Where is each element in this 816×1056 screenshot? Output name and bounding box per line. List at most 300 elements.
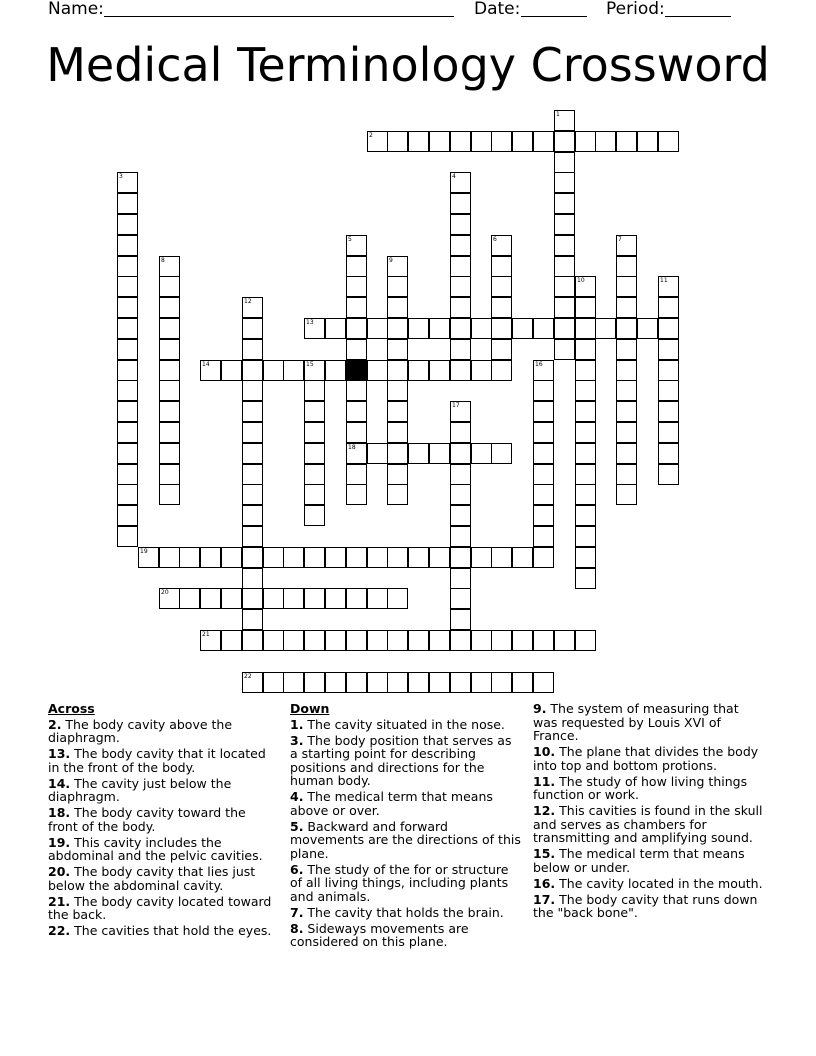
crossword-cell[interactable]	[533, 630, 554, 651]
crossword-cell[interactable]	[554, 256, 575, 277]
crossword-cell[interactable]	[117, 193, 138, 214]
crossword-cell[interactable]	[471, 318, 492, 339]
crossword-cell[interactable]	[159, 380, 180, 401]
crossword-cell[interactable]	[575, 339, 596, 360]
crossword-cell[interactable]	[637, 131, 658, 152]
crossword-cell[interactable]	[429, 547, 450, 568]
crossword-cell[interactable]	[242, 588, 263, 609]
crossword-cell[interactable]	[263, 672, 284, 693]
crossword-cell[interactable]	[575, 380, 596, 401]
crossword-cell[interactable]	[450, 505, 471, 526]
crossword-cell[interactable]	[575, 484, 596, 505]
crossword-cell[interactable]	[346, 318, 367, 339]
crossword-cell[interactable]	[242, 360, 263, 381]
crossword-cell[interactable]	[408, 547, 429, 568]
crossword-cell[interactable]	[242, 443, 263, 464]
crossword-cell[interactable]	[221, 588, 242, 609]
crossword-cell[interactable]	[491, 318, 512, 339]
crossword-cell[interactable]	[554, 339, 575, 360]
crossword-cell[interactable]	[346, 588, 367, 609]
clue-item	[290, 734, 522, 788]
crossword-cell[interactable]	[159, 422, 180, 443]
crossword-cell[interactable]	[491, 630, 512, 651]
crossword-cell[interactable]	[575, 547, 596, 568]
crossword-cell[interactable]	[450, 297, 471, 318]
crossword-cell[interactable]	[450, 443, 471, 464]
crossword-cell[interactable]	[221, 547, 242, 568]
crossword-cell[interactable]	[616, 422, 637, 443]
crossword-cell[interactable]	[159, 464, 180, 485]
crossword-cell[interactable]	[450, 339, 471, 360]
crossword-cell[interactable]	[325, 672, 346, 693]
crossword-cell[interactable]	[554, 110, 575, 131]
crossword-cell[interactable]	[242, 484, 263, 505]
crossword-cell[interactable]	[450, 609, 471, 630]
crossword-cell[interactable]	[658, 360, 679, 381]
across-heading: Across	[48, 701, 95, 716]
crossword-cell[interactable]	[533, 547, 554, 568]
crossword-cell[interactable]	[346, 464, 367, 485]
crossword-cell[interactable]	[387, 588, 408, 609]
crossword-cell[interactable]	[387, 297, 408, 318]
crossword-cell[interactable]	[387, 131, 408, 152]
crossword-cell[interactable]	[575, 464, 596, 485]
crossword-cell[interactable]	[159, 401, 180, 422]
crossword-cell[interactable]	[325, 630, 346, 651]
clue-item	[290, 922, 522, 949]
crossword-cell[interactable]	[658, 464, 679, 485]
crossword-cell[interactable]	[117, 380, 138, 401]
crossword-cell[interactable]	[304, 630, 325, 651]
crossword-cell[interactable]	[387, 630, 408, 651]
crossword-cell[interactable]	[450, 547, 471, 568]
crossword-cell[interactable]	[450, 235, 471, 256]
crossword-cell[interactable]	[616, 443, 637, 464]
crossword-cell[interactable]	[117, 526, 138, 547]
crossword-cell[interactable]	[658, 276, 679, 297]
crossword-cell[interactable]	[658, 297, 679, 318]
crossword-cell[interactable]	[533, 443, 554, 464]
crossword-cell[interactable]	[179, 547, 200, 568]
crossword-cell[interactable]	[491, 256, 512, 277]
crossword-cell[interactable]	[450, 360, 471, 381]
crossword-cell[interactable]	[491, 360, 512, 381]
crossword-cell[interactable]	[616, 401, 637, 422]
crossword-cell[interactable]	[387, 401, 408, 422]
clue-item-text: The plane that divides the body into top and bottom protions.	[533, 744, 759, 773]
crossword-cell[interactable]	[346, 630, 367, 651]
clue-item-text: The body position that serves as a starting point for describing positions and directions for the human body.	[290, 732, 512, 788]
crossword-cell[interactable]	[283, 547, 304, 568]
crossword-cell[interactable]	[304, 672, 325, 693]
crossword-cell[interactable]	[242, 547, 263, 568]
crossword-cell[interactable]	[346, 339, 367, 360]
crossword-cell[interactable]	[283, 672, 304, 693]
crossword-cell[interactable]	[346, 235, 367, 256]
crossword-cell[interactable]	[533, 672, 554, 693]
clue-item	[533, 893, 765, 920]
crossword-cell[interactable]	[575, 422, 596, 443]
crossword-cell[interactable]	[346, 276, 367, 297]
crossword-cell[interactable]	[367, 672, 388, 693]
crossword-cell[interactable]	[471, 672, 492, 693]
crossword-cell[interactable]	[242, 609, 263, 630]
crossword-cell[interactable]	[367, 588, 388, 609]
crossword-cell[interactable]	[575, 131, 596, 152]
clue-item	[48, 895, 274, 922]
crossword-cell[interactable]	[575, 401, 596, 422]
crossword-cell[interactable]	[616, 360, 637, 381]
crossword-cell[interactable]	[138, 547, 159, 568]
clue-item-text: The cavity situated in the nose.	[303, 716, 505, 732]
crossword-cell[interactable]	[159, 547, 180, 568]
crossword-cell[interactable]	[117, 256, 138, 277]
crossword-cell[interactable]	[159, 297, 180, 318]
crossword-cell[interactable]	[616, 235, 637, 256]
crossword-cell[interactable]	[429, 318, 450, 339]
crossword-cell[interactable]	[221, 630, 242, 651]
crossword-cell[interactable]	[325, 360, 346, 381]
crossword-cell[interactable]	[491, 276, 512, 297]
crossword-cell[interactable]	[491, 443, 512, 464]
crossword-cell[interactable]	[283, 630, 304, 651]
crossword-cell[interactable]	[304, 588, 325, 609]
crossword-cell[interactable]	[242, 318, 263, 339]
crossword-cell[interactable]	[387, 339, 408, 360]
crossword-cell[interactable]	[117, 484, 138, 505]
crossword-cell[interactable]	[283, 588, 304, 609]
crossword-cell[interactable]	[346, 443, 367, 464]
crossword-cell[interactable]	[450, 484, 471, 505]
crossword-cell[interactable]	[658, 131, 679, 152]
crossword-cell[interactable]	[200, 588, 221, 609]
crossword-cell[interactable]	[159, 484, 180, 505]
crossword-cell[interactable]	[450, 401, 471, 422]
crossword-cell[interactable]	[325, 547, 346, 568]
crossword-cell[interactable]	[159, 256, 180, 277]
crossword-cell[interactable]	[387, 672, 408, 693]
crossword-cell[interactable]	[304, 401, 325, 422]
crossword-cell[interactable]	[408, 360, 429, 381]
crossword-cell[interactable]	[575, 360, 596, 381]
clue-number: 4	[452, 173, 456, 180]
crossword-cell[interactable]	[263, 630, 284, 651]
crossword-cell[interactable]	[367, 318, 388, 339]
crossword-cell[interactable]	[616, 484, 637, 505]
crossword-cell[interactable]	[304, 464, 325, 485]
clue-item	[48, 806, 274, 833]
crossword-cell[interactable]	[159, 588, 180, 609]
crossword-cell[interactable]	[221, 360, 242, 381]
clue-item-number: 3.	[290, 732, 304, 748]
crossword-cell[interactable]	[512, 672, 533, 693]
clue-item	[48, 924, 274, 938]
crossword-cell[interactable]	[117, 443, 138, 464]
crossword-cell[interactable]	[554, 172, 575, 193]
crossword-cell[interactable]	[450, 464, 471, 485]
crossword-cell[interactable]	[637, 318, 658, 339]
crossword-cell[interactable]	[429, 672, 450, 693]
crossword-cell[interactable]	[533, 422, 554, 443]
crossword-cell[interactable]	[533, 131, 554, 152]
crossword-cell[interactable]	[658, 380, 679, 401]
crossword-cell[interactable]	[575, 526, 596, 547]
crossword-cell[interactable]	[117, 276, 138, 297]
crossword-cell[interactable]	[616, 276, 637, 297]
crossword-cell[interactable]	[471, 443, 492, 464]
crossword-cell[interactable]	[346, 297, 367, 318]
crossword-cell[interactable]	[346, 672, 367, 693]
crossword-cell[interactable]	[616, 297, 637, 318]
crossword-cell[interactable]	[159, 276, 180, 297]
crossword-cell[interactable]	[575, 568, 596, 589]
clue-number: 5	[348, 236, 352, 243]
crossword-cell[interactable]	[429, 443, 450, 464]
crossword-cell[interactable]	[387, 318, 408, 339]
crossword-cell[interactable]	[554, 630, 575, 651]
crossword-cell[interactable]	[429, 131, 450, 152]
crossword-cell[interactable]	[304, 380, 325, 401]
crossword-cell[interactable]	[242, 401, 263, 422]
crossword-cell[interactable]	[491, 547, 512, 568]
crossword-cell[interactable]	[533, 318, 554, 339]
crossword-cell[interactable]	[387, 360, 408, 381]
crossword-cell[interactable]	[179, 588, 200, 609]
clue-number: 13	[306, 319, 314, 326]
crossword-cell[interactable]	[554, 152, 575, 173]
crossword-cell[interactable]	[117, 401, 138, 422]
crossword-cell[interactable]	[387, 380, 408, 401]
crossword-cell[interactable]	[117, 318, 138, 339]
crossword-cell[interactable]	[325, 318, 346, 339]
clue-number: 19	[140, 548, 148, 555]
crossword-cell[interactable]	[408, 443, 429, 464]
crossword-cell[interactable]	[554, 235, 575, 256]
crossword-cell[interactable]	[117, 464, 138, 485]
crossword-cell[interactable]	[554, 276, 575, 297]
clue-number: 15	[306, 361, 314, 368]
crossword-cell[interactable]	[616, 131, 637, 152]
crossword-cell[interactable]	[346, 380, 367, 401]
clue-item	[290, 790, 522, 817]
crossword-cell[interactable]	[242, 464, 263, 485]
crossword-cell[interactable]	[450, 422, 471, 443]
crossword-cell[interactable]	[159, 339, 180, 360]
crossword-cell[interactable]	[450, 318, 471, 339]
crossword-cell[interactable]	[325, 588, 346, 609]
crossword-cell[interactable]	[512, 131, 533, 152]
crossword-cell[interactable]	[471, 630, 492, 651]
crossword-cell[interactable]	[387, 464, 408, 485]
crossword-cell[interactable]	[159, 443, 180, 464]
crossword-cell[interactable]	[658, 422, 679, 443]
crossword-cell[interactable]	[554, 131, 575, 152]
down-heading: Down	[290, 701, 330, 716]
clue-item-number: 13.	[48, 746, 71, 761]
clue-item	[533, 877, 765, 891]
crossword-cell[interactable]	[616, 464, 637, 485]
crossword-cell[interactable]	[533, 484, 554, 505]
crossword-cell[interactable]	[658, 339, 679, 360]
crossword-cell[interactable]	[533, 505, 554, 526]
crossword-cell[interactable]	[554, 193, 575, 214]
crossword-cell[interactable]	[346, 547, 367, 568]
clue-item-number: 2.	[48, 716, 62, 732]
crossword-cell[interactable]	[408, 318, 429, 339]
crossword-cell[interactable]	[512, 547, 533, 568]
crossword-cell[interactable]	[533, 401, 554, 422]
crossword-cell[interactable]	[242, 380, 263, 401]
crossword-cell[interactable]	[346, 484, 367, 505]
crossword-cell[interactable]	[367, 131, 388, 152]
crossword-cell[interactable]	[117, 172, 138, 193]
crossword-cell[interactable]	[367, 360, 388, 381]
crossword-cell[interactable]	[491, 131, 512, 152]
crossword-cell[interactable]	[387, 256, 408, 277]
crossword-cell[interactable]	[595, 131, 616, 152]
crossword-cell[interactable]	[117, 422, 138, 443]
crossword-cell[interactable]	[263, 360, 284, 381]
crossword-cell[interactable]	[491, 672, 512, 693]
crossword-cell[interactable]	[450, 214, 471, 235]
crossword-cell[interactable]	[408, 630, 429, 651]
crossword-cell[interactable]	[471, 360, 492, 381]
crossword-cell[interactable]	[242, 630, 263, 651]
crossword-cell[interactable]	[117, 235, 138, 256]
crossword-cell[interactable]	[554, 318, 575, 339]
crossword-cell[interactable]	[159, 318, 180, 339]
crossword-cell[interactable]	[117, 360, 138, 381]
clue-item-text: The body cavity that lies just below the abdominal cavity.	[48, 864, 256, 893]
crossword-cell[interactable]	[616, 256, 637, 277]
crossword-cell[interactable]	[304, 547, 325, 568]
crossword-cell[interactable]	[242, 422, 263, 443]
crossword-cell[interactable]	[554, 297, 575, 318]
crossword-cell[interactable]	[595, 318, 616, 339]
crossword-cell[interactable]	[658, 443, 679, 464]
clue-item	[48, 747, 274, 774]
crossword-cell[interactable]	[242, 339, 263, 360]
crossword-cell[interactable]	[200, 547, 221, 568]
clue-number: 2	[369, 132, 373, 139]
crossword-cell[interactable]	[616, 380, 637, 401]
crossword-cell[interactable]	[387, 547, 408, 568]
crossword-cell[interactable]	[200, 630, 221, 651]
crossword-cell[interactable]	[512, 630, 533, 651]
clue-item-text: The body cavity that it located in the front of the body.	[48, 746, 266, 775]
crossword-cell[interactable]	[304, 443, 325, 464]
crossword-cell[interactable]	[367, 630, 388, 651]
crossword-cell[interactable]	[491, 297, 512, 318]
crossword-cell[interactable]	[263, 588, 284, 609]
clue-item-number: 19.	[48, 834, 71, 850]
page-title: Medical Terminology Crossword	[46, 38, 770, 92]
crossword-cell[interactable]	[575, 505, 596, 526]
crossword-cell[interactable]	[450, 526, 471, 547]
crossword-cell[interactable]	[450, 630, 471, 651]
crossword-cell[interactable]	[616, 318, 637, 339]
crossword-cell[interactable]	[575, 276, 596, 297]
clue-item-text: The cavities that hold the eyes.	[70, 923, 272, 938]
crossword-cell[interactable]	[159, 360, 180, 381]
crossword-cell[interactable]	[367, 547, 388, 568]
crossword-cell[interactable]	[346, 256, 367, 277]
crossword-cell[interactable]	[429, 360, 450, 381]
crossword-cell[interactable]	[450, 568, 471, 589]
crossword-cell[interactable]	[304, 318, 325, 339]
crossword-cell[interactable]	[408, 131, 429, 152]
crossword-cell[interactable]	[242, 297, 263, 318]
crossword-cell[interactable]	[658, 401, 679, 422]
crossword-cell[interactable]	[263, 547, 284, 568]
crossword-cell[interactable]	[450, 172, 471, 193]
crossword-cell[interactable]	[242, 568, 263, 589]
clue-column-down-continued	[533, 702, 765, 922]
crossword-cell[interactable]	[575, 297, 596, 318]
crossword-cell[interactable]	[575, 443, 596, 464]
crossword-cell[interactable]	[533, 380, 554, 401]
crossword-cell[interactable]	[471, 547, 492, 568]
crossword-cell[interactable]	[450, 256, 471, 277]
crossword-cell[interactable]	[616, 339, 637, 360]
crossword-cell[interactable]	[242, 526, 263, 547]
crossword-cell[interactable]	[117, 339, 138, 360]
crossword-cell[interactable]	[429, 630, 450, 651]
crossword-cell[interactable]	[367, 443, 388, 464]
clue-item-text: The medical term that means above or over.	[290, 789, 493, 818]
crossword-cell[interactable]	[304, 484, 325, 505]
crossword-cell[interactable]	[346, 401, 367, 422]
crossword-cell[interactable]	[450, 672, 471, 693]
crossword-cell[interactable]	[346, 422, 367, 443]
clue-number: 7	[618, 236, 622, 243]
crossword-cell[interactable]	[242, 672, 263, 693]
crossword-cell[interactable]	[450, 276, 471, 297]
clue-item-number: 22.	[48, 923, 71, 938]
crossword-cell[interactable]	[658, 318, 679, 339]
crossword-cell[interactable]	[554, 214, 575, 235]
crossword-cell[interactable]	[304, 360, 325, 381]
crossword-cell[interactable]	[408, 672, 429, 693]
crossword-cell[interactable]	[491, 339, 512, 360]
crossword-cell[interactable]	[283, 360, 304, 381]
crossword-cell[interactable]	[304, 422, 325, 443]
crossword-cell[interactable]	[533, 360, 554, 381]
clue-number: 14	[202, 361, 210, 368]
crossword-cell[interactable]	[387, 484, 408, 505]
crossword-cell[interactable]	[387, 422, 408, 443]
crossword-cell[interactable]	[533, 526, 554, 547]
crossword-cell[interactable]	[304, 505, 325, 526]
crossword-cell[interactable]	[200, 360, 221, 381]
crossword-cell[interactable]	[387, 443, 408, 464]
crossword-cell[interactable]	[471, 131, 492, 152]
crossword-cell[interactable]	[533, 464, 554, 485]
crossword-cell[interactable]	[242, 505, 263, 526]
crossword-cell[interactable]	[491, 235, 512, 256]
crossword-cell[interactable]	[450, 131, 471, 152]
crossword-cell[interactable]	[117, 505, 138, 526]
crossword-cell[interactable]	[512, 318, 533, 339]
clue-number: 16	[535, 361, 543, 368]
crossword-cell[interactable]	[117, 214, 138, 235]
crossword-cell[interactable]	[387, 276, 408, 297]
crossword-cell[interactable]	[575, 318, 596, 339]
crossword-cell[interactable]	[575, 630, 596, 651]
crossword-cell[interactable]	[450, 193, 471, 214]
crossword-cell[interactable]	[450, 588, 471, 609]
crossword-cell[interactable]	[117, 297, 138, 318]
